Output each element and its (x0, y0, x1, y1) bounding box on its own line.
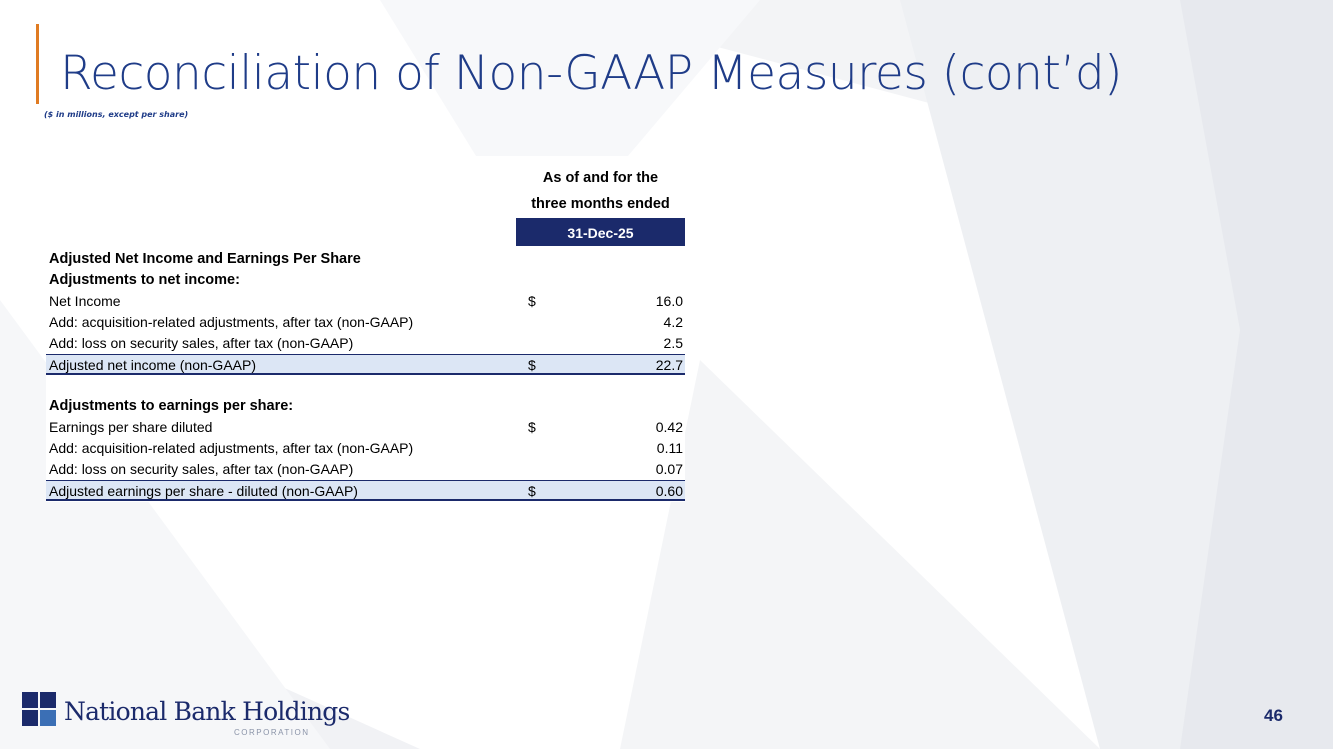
column-header-line2: three months ended (531, 196, 670, 212)
period-header: 31-Dec-25 (516, 218, 685, 246)
row-value: 0.60 (655, 483, 683, 499)
row-value: 0.07 (655, 461, 683, 477)
table-section-heading (46, 249, 685, 270)
table-section-heading (46, 396, 685, 417)
reconciliation-table (46, 156, 685, 502)
title-accent-bar (36, 24, 39, 104)
row-value: 0.42 (655, 419, 683, 435)
row-currency: $ (528, 357, 536, 373)
row-label: Add: loss on security sales, after tax (non-GAAP) (49, 335, 354, 351)
column-header-line1: As of and for the (542, 170, 659, 186)
row-value: 0.11 (656, 440, 683, 456)
row-value: 2.5 (663, 335, 683, 351)
row-label: Adjustments to net income: (49, 272, 240, 288)
row-value: 4.2 (663, 314, 683, 330)
table-row (46, 459, 685, 480)
table-section-heading (46, 270, 685, 291)
row-label: Earnings per share diluted (49, 419, 213, 435)
page-number: 46 (1264, 706, 1283, 725)
row-value: 16.0 (655, 293, 683, 309)
row-currency: $ (528, 419, 536, 435)
company-logo-name: National Bank Holdings (64, 697, 350, 726)
row-label: Add: acquisition-related adjustments, after tax (non-GAAP) (49, 440, 414, 456)
row-label: Adjustments to earnings per share: (49, 398, 294, 414)
table-row (46, 438, 685, 459)
slide-title: Reconciliation of Non-GAAP Measures (cont’d) (60, 46, 1123, 101)
row-currency: $ (528, 483, 536, 499)
row-value: 22.7 (655, 357, 683, 373)
table-row (46, 417, 685, 438)
row-label: Adjusted net income (non-GAAP) (49, 357, 256, 373)
table-row (46, 291, 685, 312)
table-row (46, 312, 685, 333)
row-label: Add: acquisition-related adjustments, after tax (non-GAAP) (49, 314, 414, 330)
table-total-row (46, 354, 685, 375)
slide-subtitle: ($ in millions, except per share) (44, 110, 189, 119)
row-label: Add: loss on security sales, after tax (non-GAAP) (49, 461, 354, 477)
row-label: Net Income (49, 293, 121, 309)
company-logo-sub: CORPORATION (234, 728, 310, 737)
row-currency: $ (528, 293, 536, 309)
four-squares-logo-icon (22, 692, 56, 726)
table-total-row (46, 480, 685, 501)
table-row (46, 333, 685, 354)
row-label: Adjusted Net Income and Earnings Per Share (49, 251, 361, 267)
row-label: Adjusted earnings per share - diluted (non-GAAP) (49, 483, 358, 499)
